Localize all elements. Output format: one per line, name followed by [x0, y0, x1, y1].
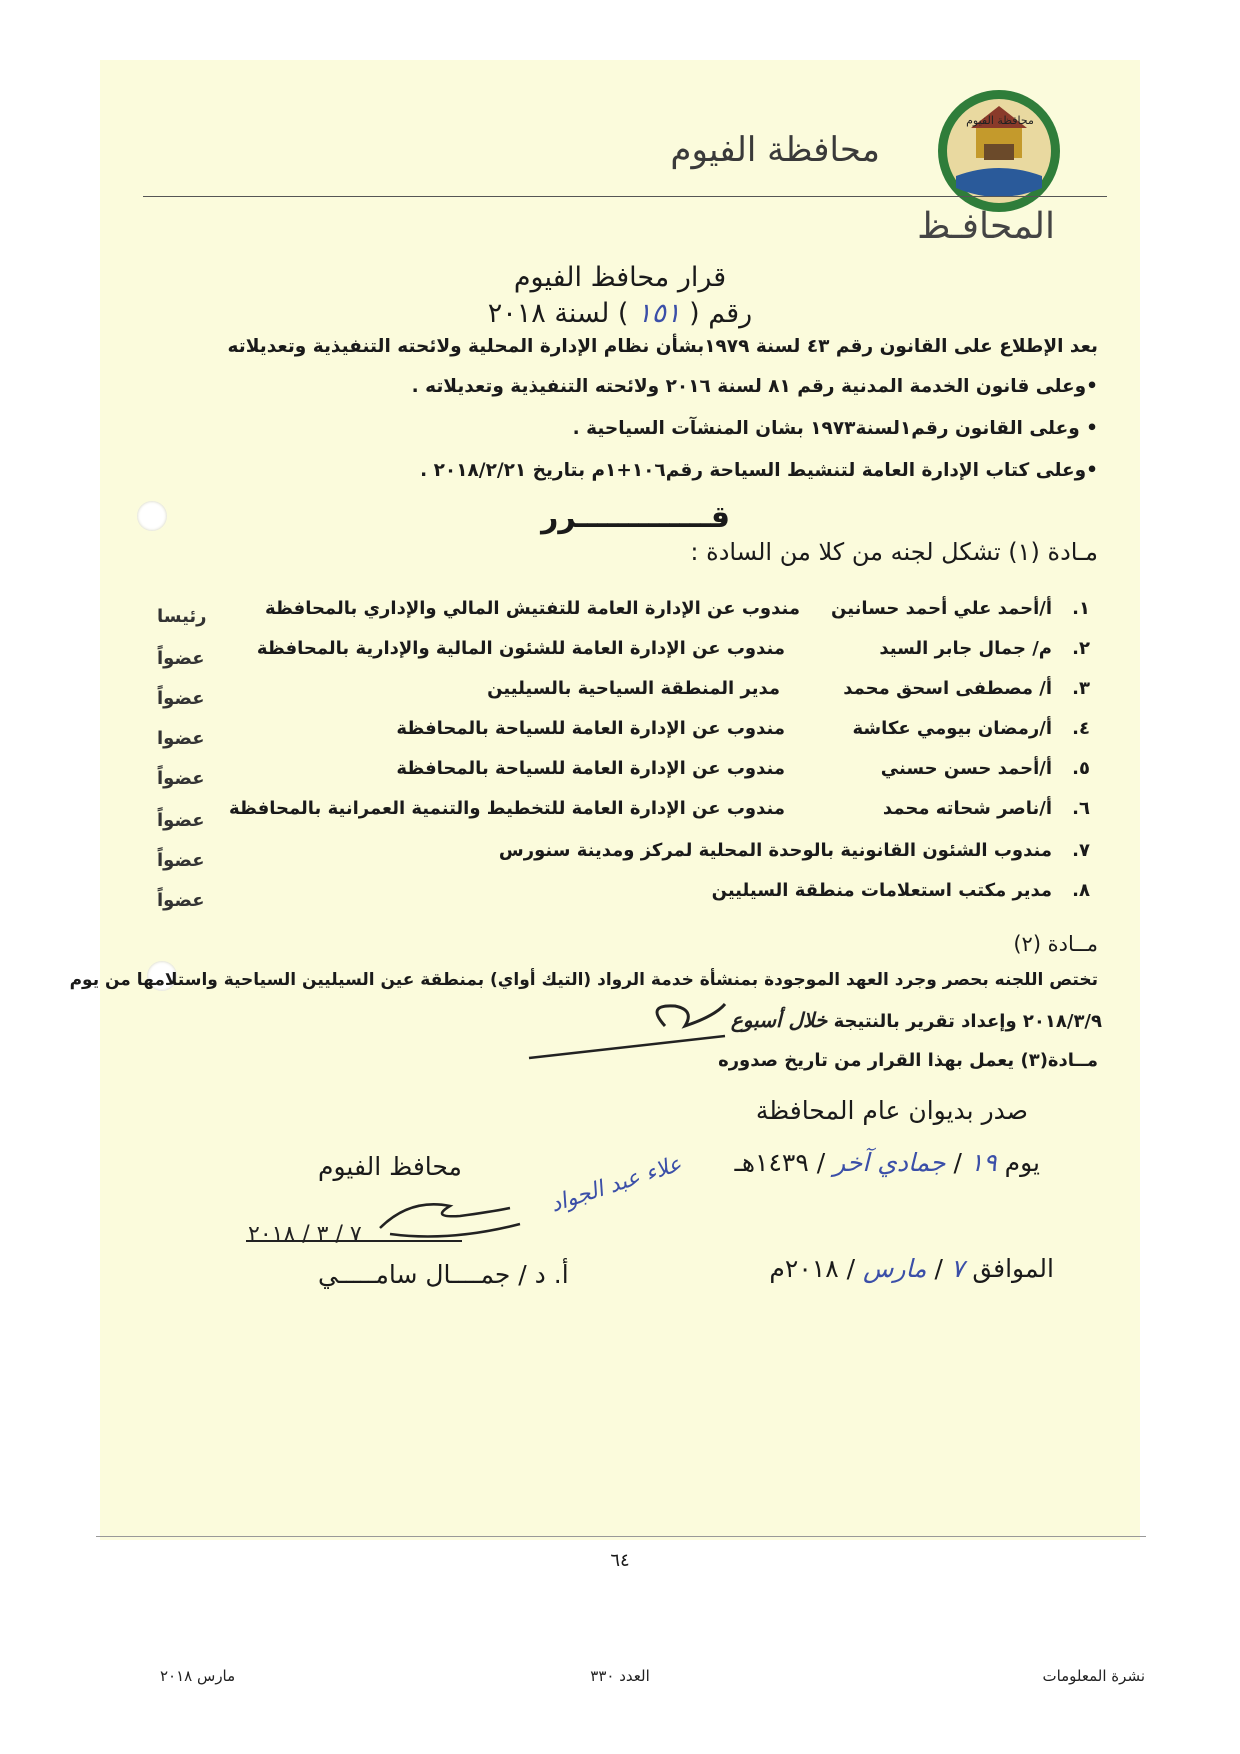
article3-text: مــادة(٣) يعمل بهذا القرار من تاريخ صدوره — [718, 1050, 1098, 1071]
issued-at: صدر بديوان عام المحافظة — [755, 1096, 1028, 1125]
member-status: عضواً — [157, 890, 205, 911]
decree-title: قرار محافظ الفيوم — [513, 262, 727, 293]
member-status: عضواً — [157, 688, 205, 709]
article2-handwritten: خلال أسبوع — [730, 1008, 828, 1032]
footer-issue: العدد ٣٣٠ — [590, 1667, 650, 1685]
member-role: مندوب عن الإدارة العامة للسياحة بالمحافظة — [396, 718, 785, 739]
member-role: مندوب عن الإدارة العامة للتخطيط والتنمية العمرانية بالمحافظة — [229, 798, 785, 819]
organization-name: محافظة الفيوم — [670, 130, 880, 170]
member-role: مندوب عن الإدارة العامة للشئون المالية والإدارية بالمحافظة — [256, 638, 785, 659]
greg-year: ٢٠١٨م — [769, 1254, 839, 1283]
day-label: يوم — [1004, 1148, 1040, 1177]
member-status: عضواً — [157, 810, 205, 831]
footer-publication: نشرة المعلومات — [1042, 1667, 1145, 1685]
member-name: أ/ناصر شحاته محمد — [882, 798, 1052, 819]
member-number: ٨. — [1072, 880, 1090, 901]
member-number: ٣. — [1072, 678, 1090, 699]
greg-label: الموافق — [972, 1254, 1054, 1283]
punch-hole — [137, 501, 167, 531]
member-status: رئيسا — [157, 606, 207, 627]
member-status: عضواً — [157, 768, 205, 789]
page-divider — [96, 1536, 1146, 1537]
decree-number-suffix: ) لسنة ٢٠١٨ — [487, 298, 629, 329]
member-status: عضواً — [157, 850, 205, 871]
decree-number — [0, 298, 1240, 329]
article1-heading: مـادة (١) تشكل لجنه من كلا من السادة : — [690, 538, 1098, 566]
hijri-day: ١٩ — [969, 1148, 997, 1177]
page-number: ٦٤ — [610, 1550, 630, 1571]
member-name: مدير مكتب استعلامات منطقة السيليين — [711, 880, 1052, 901]
hijri-date: يوم ١٩ / جمادي آخر / ١٤٣٩هـ — [734, 1148, 1040, 1177]
member-number: ٧. — [1072, 840, 1090, 861]
article2-text: تختص اللجنه بحصر وجرد العهد الموجودة بمنشأة خدمة الرواد (التيك أواي) بمنطقة عين السيليين السياحية واستلامها من يوم — [69, 970, 1098, 990]
decree-number-handwritten: ١٥١ — [637, 298, 681, 329]
member-role: مندوب عن الإدارة العامة للتفتيش المالي والإداري بالمحافظة — [264, 598, 800, 619]
office-title: المحافـظ — [917, 206, 1055, 247]
footer-date: مارس ٢٠١٨ — [160, 1667, 236, 1685]
article2-date-prefix: ٢٠١٨/٣/٩ وإعداد تقرير بالنتيجة — [833, 1011, 1102, 1032]
article2-text-2 — [731, 1008, 1102, 1032]
signatory-name: أ. د / جمــــال سامـــــي — [318, 1260, 569, 1289]
signature-date: ٧ / ٣ / ٢٠١٨ — [248, 1222, 362, 1247]
member-number: ٢. — [1072, 638, 1090, 659]
greg-day: ٧ — [950, 1254, 965, 1283]
member-name: أ/رمضان بيومي عكاشة — [852, 718, 1052, 739]
seal-text: محافظة الفيوم — [966, 114, 1034, 127]
greg-month: مارس — [862, 1254, 927, 1283]
member-name: أ/ مصطفى اسحق محمد — [843, 678, 1052, 699]
member-name: م/ جمال جابر السيد — [879, 638, 1052, 659]
member-number: ٤. — [1072, 718, 1090, 739]
member-name: أ/أحمد حسن حسني — [880, 758, 1052, 779]
header-divider — [143, 196, 1107, 197]
member-status: عضوا — [157, 728, 205, 749]
member-name: مندوب الشئون القانونية بالوحدة المحلية لمركز ومدينة سنورس — [498, 840, 1052, 861]
hijri-year: ١٤٣٩هـ — [734, 1148, 809, 1177]
gregorian-date: الموافق ٧ / مارس / ٢٠١٨م — [769, 1254, 1054, 1283]
decree-number-prefix: رقم ( — [689, 298, 753, 329]
member-role: مدير المنطقة السياحية بالسيليين — [487, 678, 780, 699]
member-number: ٥. — [1072, 758, 1090, 779]
preamble-line: • وعلى القانون رقم١لسنة١٩٧٣ بشان المنشآت السياحية . — [572, 418, 1098, 439]
preamble-line: •وعلى قانون الخدمة المدنية رقم ٨١ لسنة ٢٠١٦ ولائحته التنفيذية وتعديلاته . — [411, 376, 1098, 397]
member-number: ٦. — [1072, 798, 1090, 819]
preamble-line: بعد الإطلاع على القانون رقم ٤٣ لسنة ١٩٧٩بشأن نظام الإدارة المحلية ولائحته التنفيذية وتعديلاته — [227, 336, 1098, 357]
hijri-month: جمادي آخر — [833, 1148, 946, 1177]
initials-handwritten: علاء عبد الجواد — [547, 1151, 685, 1218]
preamble-line: •وعلى كتاب الإدارة العامة لتنشيط السياحة رقم١٠٦+١م بتاريخ ٢٠١٨/٢/٢١ . — [420, 460, 1098, 481]
member-name: أ/أحمد علي أحمد حسانين — [831, 598, 1052, 619]
article2-heading: مــادة (٢) — [1013, 932, 1098, 956]
member-role: مندوب عن الإدارة العامة للسياحة بالمحافظة — [396, 758, 785, 779]
signatory-title: محافظ الفيوم — [318, 1152, 462, 1181]
decides-heading: قـــــــــــــرر — [541, 500, 730, 535]
member-status: عضواً — [157, 648, 205, 669]
member-number: ١. — [1072, 598, 1090, 619]
governor-signature-icon — [370, 1188, 530, 1248]
